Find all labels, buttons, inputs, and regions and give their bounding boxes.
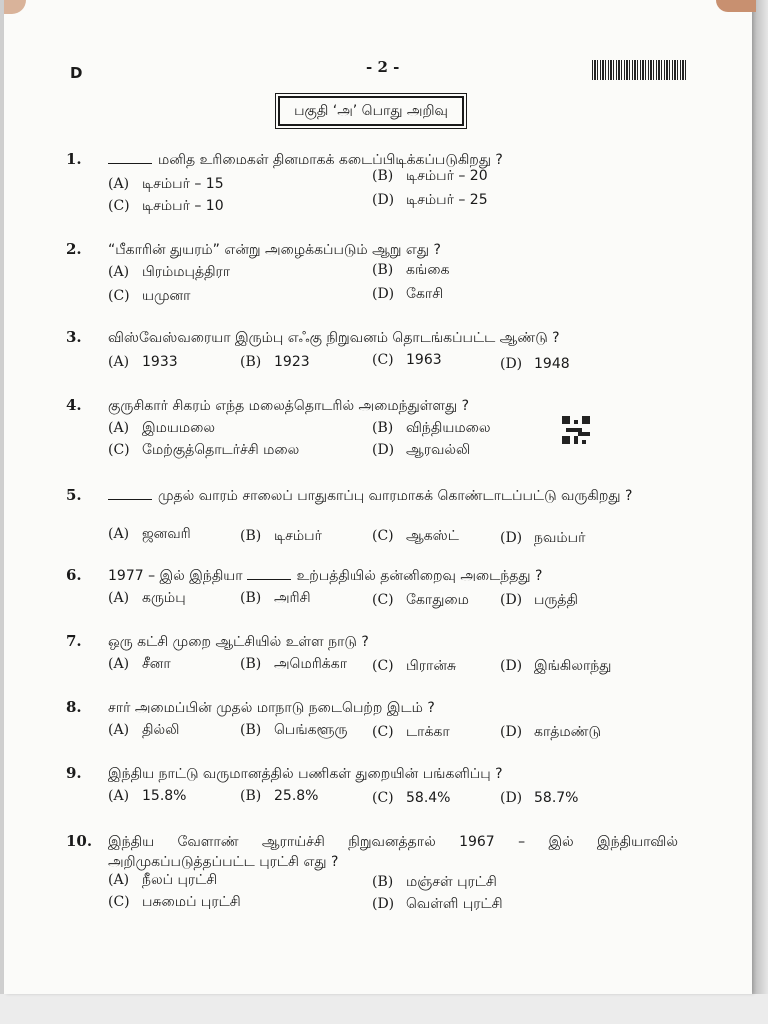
finger-edge (4, 0, 26, 14)
fill-blank (247, 579, 291, 580)
option-a: (A) ஜனவரி (108, 526, 191, 542)
question-text: ஒரு கட்சி முறை ஆட்சியில் உள்ள நாடு ? (108, 634, 369, 650)
option-a: (A) பிரம்மபுத்திரா (108, 264, 231, 280)
question-number: 4. (66, 396, 82, 414)
option-c: (C) 58.4% (372, 790, 451, 806)
question-number: 3. (66, 328, 82, 346)
option-c: (C) கோதுமை (372, 592, 469, 608)
option-b: (B) டிசம்பர் – 20 (372, 168, 488, 184)
question-text: சார் அமைப்பின் முதல் மாநாடு நடைபெற்ற இடம் ? (108, 700, 435, 716)
question-number: 1. (66, 150, 82, 168)
option-d: (D) பருத்தி (500, 592, 578, 608)
option-c: (C) பிரான்சு (372, 658, 457, 674)
option-b: (B) அரிசி (240, 590, 311, 606)
question-number: 5. (66, 486, 82, 504)
option-a: (A) சீனா (108, 656, 171, 672)
page-number: - 2 - (366, 58, 400, 76)
option-b: (B) டிசம்பர் (240, 528, 322, 544)
option-b: (B) 25.8% (240, 788, 319, 804)
option-d: (D) கோசி (372, 286, 444, 302)
option-d: (D) இங்கிலாந்து (500, 658, 612, 674)
question-number: 2. (66, 240, 82, 258)
option-b: (B) பெங்களூரு (240, 722, 348, 738)
option-b: (B) அமெரிக்கா (240, 656, 348, 672)
question-number: 9. (66, 764, 82, 782)
option-d: (D) வெள்ளி புரட்சி (372, 896, 503, 912)
option-a: (A) இமயமலை (108, 420, 216, 436)
option-b: (B) விந்தியமலை (372, 420, 491, 436)
option-c: (C) ஆகஸ்ட் (372, 528, 459, 544)
option-c: (C) பசுமைப் புரட்சி (108, 894, 241, 910)
finger-edge (716, 0, 756, 12)
question-number: 6. (66, 566, 82, 584)
option-a: (A) டிசம்பர் – 15 (108, 176, 224, 192)
question-text: மனித உரிமைகள் தினமாகக் கடைப்பிடிக்கப்படுகிறது ? (108, 150, 678, 170)
option-b: (B) கங்கை (372, 262, 450, 278)
option-d: (D) 58.7% (500, 790, 579, 806)
option-c: (C) டிசம்பர் – 10 (108, 198, 224, 214)
option-a: (A) நீலப் புரட்சி (108, 872, 218, 888)
option-b: (B) 1923 (240, 354, 310, 370)
question-text: 1977 – இல் இந்தியா உற்பத்தியில் தன்னிறைவு அடைந்தது ? (108, 568, 543, 584)
option-d: (D) ஆரவல்லி (372, 442, 471, 458)
option-d: (D) டிசம்பர் – 25 (372, 192, 488, 208)
option-d: (D) காத்மண்டு (500, 724, 601, 740)
question-number: 10. (66, 832, 93, 850)
page-edge (752, 0, 768, 1024)
question-text: முதல் வாரம் சாலைப் பாதுகாப்பு வாரமாகக் கொண்டாடப்பட்டு வருகிறது ? (108, 486, 678, 506)
option-c: (C) மேற்குத்தொடர்ச்சி மலை (108, 442, 300, 458)
option-c: (C) டாக்கா (372, 724, 450, 740)
option-d: (D) 1948 (500, 356, 570, 372)
fill-blank (108, 499, 152, 500)
question-number: 8. (66, 698, 82, 716)
option-a: (A) 1933 (108, 354, 178, 370)
option-d: (D) நவம்பர் (500, 530, 586, 546)
question-paper-page (4, 0, 752, 994)
question-text: இந்திய வேளாண் ஆராய்ச்சி நிறுவனத்தால் 1967 – இல் இந்தியாவில் அறிமுகப்படுத்தப்பட்ட புரட்சி எது ? (108, 834, 678, 870)
question-number: 7. (66, 632, 82, 650)
question-text: விஸ்வேஸ்வரையா இரும்பு எஃகு நிறுவனம் தொடங்கப்பட்ட ஆண்டு ? (108, 330, 560, 346)
section-title: பகுதி ‘அ’ பொது அறிவு (278, 96, 464, 126)
option-b: (B) மஞ்சள் புரட்சி (372, 874, 497, 890)
fill-blank (108, 163, 152, 164)
option-a: (A) 15.8% (108, 788, 187, 804)
question-text: “பீகாரின் துயரம்” என்று அழைக்கப்படும் ஆறு எது ? (108, 242, 441, 258)
set-code: D (70, 64, 83, 82)
option-c: (C) யமுனா (108, 288, 191, 304)
option-c: (C) 1963 (372, 352, 442, 368)
background-strip (0, 994, 768, 1024)
option-a: (A) கரும்பு (108, 590, 186, 606)
qr-code-icon (562, 416, 590, 444)
barcode-icon (592, 60, 688, 80)
question-text: இந்திய நாட்டு வருமானத்தில் பணிகள் துறையின் பங்களிப்பு ? (108, 766, 503, 782)
option-a: (A) தில்லி (108, 722, 180, 738)
question-text: குருசிகார் சிகரம் எந்த மலைத்தொடரில் அமைந்துள்ளது ? (108, 398, 470, 414)
